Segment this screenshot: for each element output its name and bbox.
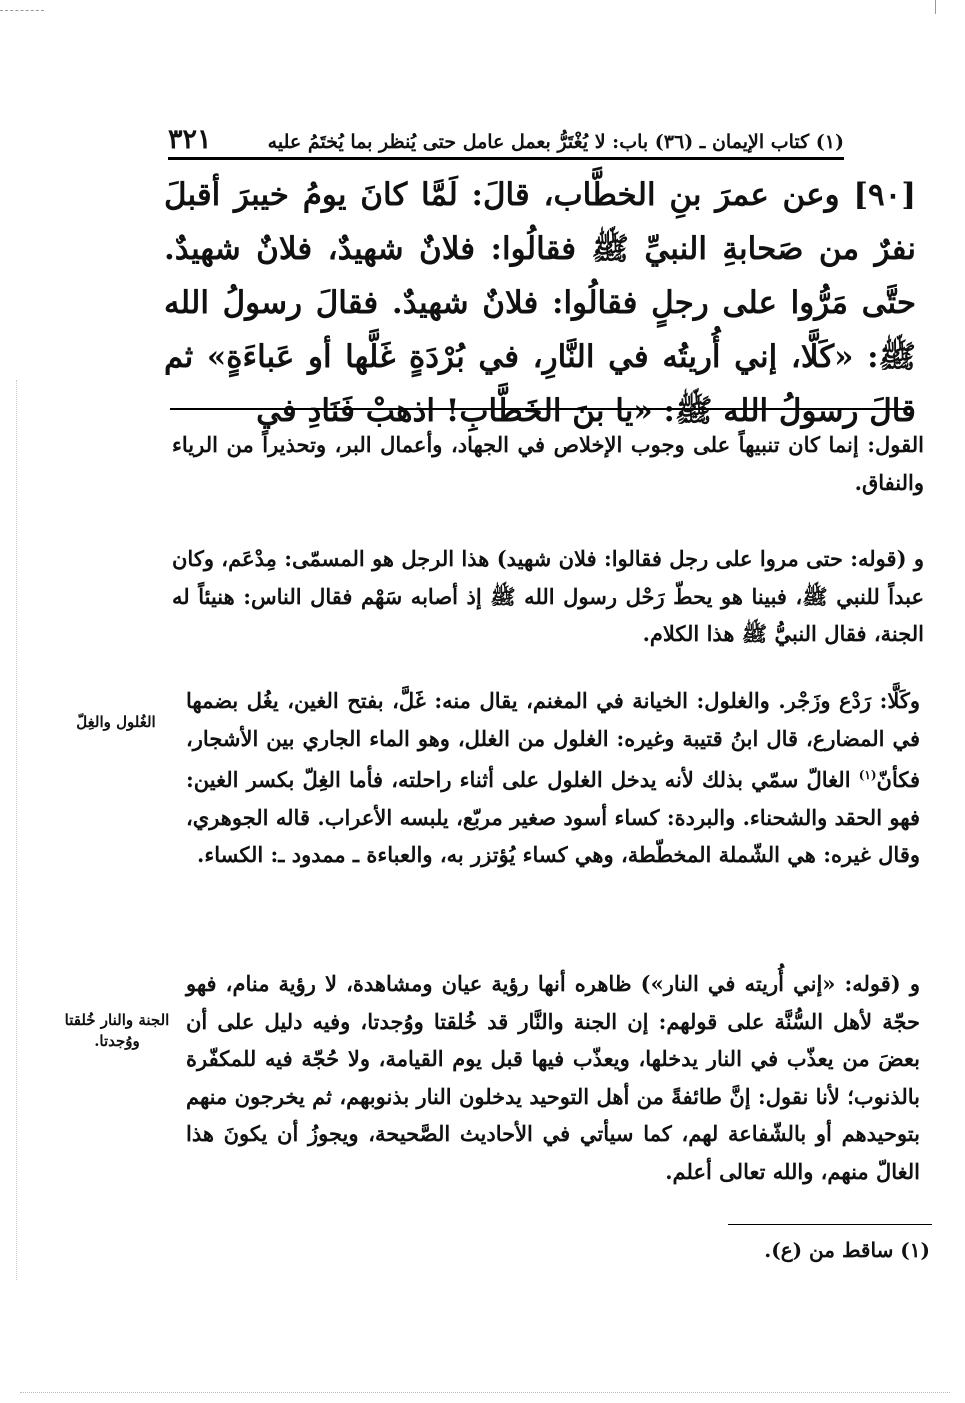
hadith-number: [٩٠] bbox=[853, 177, 916, 213]
margin-note: الجنة والنار خُلقتا ووُجدتا. bbox=[64, 1011, 170, 1050]
page-number: ٣٢١ bbox=[168, 124, 212, 155]
footnote: (١) ساقط من (ع). bbox=[764, 1238, 930, 1262]
footnote-reference: (١) bbox=[858, 768, 877, 782]
commentary-paragraph bbox=[186, 682, 920, 874]
scan-edge-mark bbox=[16, 380, 17, 1280]
footnote-rule bbox=[728, 1224, 932, 1225]
commentary-text: وكَلَّا: رَدْع وزَجْر. والغلول: الخيانة في المغنم، يقال منه: غَلَّ، بفتح الغين، يغُل بضمها في المضارع، قال ابنُ قتيبة وغيره: الغلول من الغلل، وهو الماء الجاري بين الأشجار، فكأنّ bbox=[186, 688, 920, 792]
page-header bbox=[168, 113, 844, 160]
running-title: (١) كتاب الإيمان ـ (٣٦) باب: لا يُغْتَرُّ بعمل عامل حتى يُنظر بما يُختَمُ عليه bbox=[267, 131, 844, 153]
scan-edge-mark bbox=[935, 0, 936, 14]
section-separator bbox=[170, 408, 910, 410]
commentary-paragraph: و (قوله: حتى مروا على رجل فقالوا: فلان شهيد) هذا الرجل هو المسمّى: مِدْعَم، وكان عبداً للنبي ﷺ، فبينا هو يحطّ رَحْل رسول الله ﷺ إذ أصابه سَهْم فقال الناس: هنيئاً له الجنة، فقال النبيُّ ﷺ هذا الكلام. bbox=[172, 546, 925, 646]
hadith-text bbox=[164, 168, 916, 438]
scan-edge-mark bbox=[0, 10, 44, 11]
margin-note: الغُلول والغِلّ bbox=[76, 713, 156, 731]
hadith-body: وعن عمرَ بنِ الخطَّاب، قالَ: لَمَّا كانَ يومُ خيبرَ أقبلَ نفرٌ من صَحابةِ النبيِّ ﷺ فقالُوا: فلانٌ شهيدٌ، فلانٌ شهيدٌ. حتَّى مَرُّوا على رجلٍ فقالُوا: فلانٌ شهيدٌ. فقالَ رسولُ الله ﷺ: «كَلَّا، إني أُريتُه في النَّارِ، في بُرْدَةٍ غَلَّها أو عَباءَةٍ» ثم قالَ رسولُ الله ﷺ: «يا بنَ الخَطَّابِ! اذهبْ فَنَادِ في bbox=[164, 177, 916, 429]
scan-edge-mark bbox=[20, 1392, 950, 1393]
commentary-text: الغالّ سمّي بذلك لأنه يدخل الغلول على أثناء راحلته، فأما الغِلّ بكسر الغين: فهو الحقد والشحناء. والبردة: كساء أسود صغير مربّع، يلبسه الأعراب. قاله الجوهري، وقال غيره: هي الشّملة المخطّطة، وهي كساء يُؤتزر به، والعباءة ـ ممدود ـ: الكساء. bbox=[186, 767, 920, 867]
commentary-paragraph: القول: إنما كان تنبيهاً على وجوب الإخلاص في الجهاد، وأعمال البر، وتحذيراً من الرياء والنفاق. bbox=[172, 432, 924, 495]
commentary-paragraph: و (قوله: «إني أُريته في النار») ظاهره أنها رؤية عيان ومشاهدة، لا رؤية منام، فهو حجّة لأهل السُّنَّة على قولهم: إن الجنة والنَّار قد خُلقتا ووُجدتا، وفيه دليل على أن بعضَ من يعذّب في النار يدخلها، ويعذّب فيها قبل يوم القيامة، ولا حُجّة فيه للمكفّرة بالذنوب؛ لأنا نقول: إنَّ طائفةً من أهل التوحيد يدخلون النار بذنوبهم، ثم يخرجون منهم بتوحيدهم أو بالشّفاعة لهم، كما سيأتي في الأحاديث الصَّحيحة، ويجوزُ أن يكونَ هذا الغالّ منهم، والله تعالى أعلم. bbox=[186, 971, 920, 1184]
